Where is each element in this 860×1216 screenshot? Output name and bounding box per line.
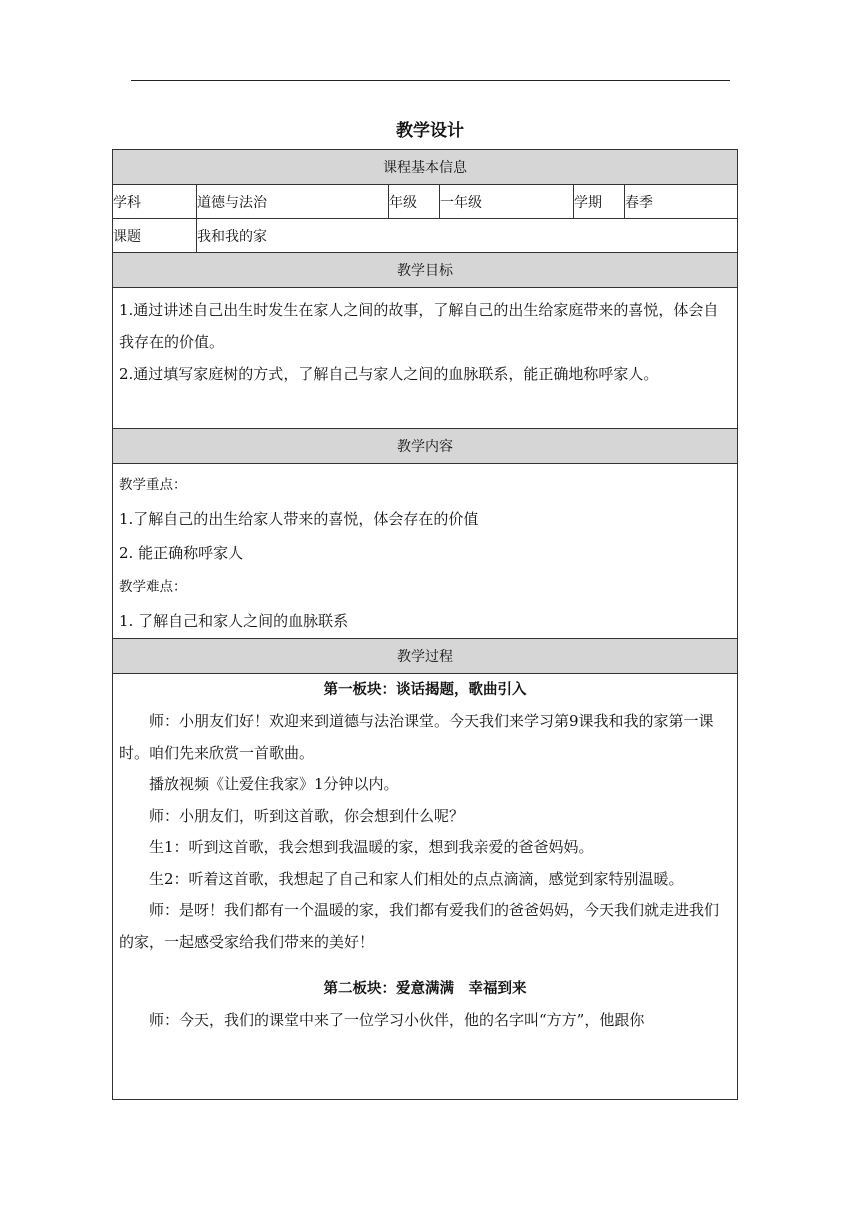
content-body [113, 464, 738, 639]
difficult-point-item: 1. 了解自己和家人之间的血脉联系 [119, 612, 349, 630]
process-body [113, 674, 738, 1100]
section1-paragraph: 师：小朋友们好！欢迎来到道德与法治课堂。今天我们来学习第9课我和我的家第一课时。咱们先来欣赏一首歌曲。 [119, 712, 714, 762]
content-header: 教学内容 [113, 429, 738, 464]
process-header: 教学过程 [113, 639, 738, 674]
topic-value: 我和我的家 [197, 219, 738, 253]
section1-paragraph: 师：是呀！我们都有一个温暖的家，我们都有爱我们的爸爸妈妈，今天我们就走进我们的家，一起感受家给我们带来的美好！ [119, 901, 720, 951]
term-label: 学期 [574, 185, 625, 219]
subject-value: 道德与法治 [197, 185, 389, 219]
section2-paragraph: 师：今天，我们的课堂中来了一位学习小伙伴，他的名字叫“方方”，他跟你 [149, 1011, 645, 1029]
basic-info-header: 课程基本信息 [113, 150, 738, 185]
objectives-header: 教学目标 [113, 253, 738, 288]
objectives-body [113, 288, 738, 429]
key-point-item: 1.了解自己的出生给家人带来的喜悦，体会存在的价值 [119, 510, 479, 528]
term-value: 春季 [625, 185, 738, 219]
header-rule [131, 80, 730, 81]
subject-label: 学科 [113, 185, 197, 219]
section1-paragraph: 播放视频《让爱住我家》1分钟以内。 [149, 775, 399, 793]
objective-item: 1.通过讲述自己出生时发生在家人之间的故事，了解自己的出生给家庭带来的喜悦，体会自我存在的价值。 [119, 301, 719, 351]
section1-title: 第一板块：谈话揭题，歌曲引入 [323, 682, 527, 698]
section1-paragraph: 生1：听到这首歌，我会想到我温暖的家，想到我亲爱的爸爸妈妈。 [149, 838, 594, 856]
key-points-label: 教学重点： [119, 477, 187, 493]
section1-paragraph: 师：小朋友们，听到这首歌，你会想到什么呢？ [149, 806, 465, 825]
document-title: 教学设计 [396, 121, 464, 141]
difficult-points-label: 教学难点： [119, 579, 187, 595]
topic-label: 课题 [113, 219, 197, 253]
grade-value: 一年级 [440, 185, 574, 219]
key-point-item: 2. 能正确称呼家人 [119, 544, 244, 562]
grade-label: 年级 [389, 185, 440, 219]
lesson-plan-table [112, 149, 738, 1100]
section1-paragraph: 生2：听着这首歌，我想起了自己和家人们相处的点点滴滴，感觉到家特别温暖。 [149, 869, 684, 888]
section2-title: 第二板块：爱意满满 幸福到来 [323, 981, 527, 997]
objective-item: 2.通过填写家庭树的方式，了解自己与家人之间的血脉联系，能正确地称呼家人。 [119, 365, 659, 383]
